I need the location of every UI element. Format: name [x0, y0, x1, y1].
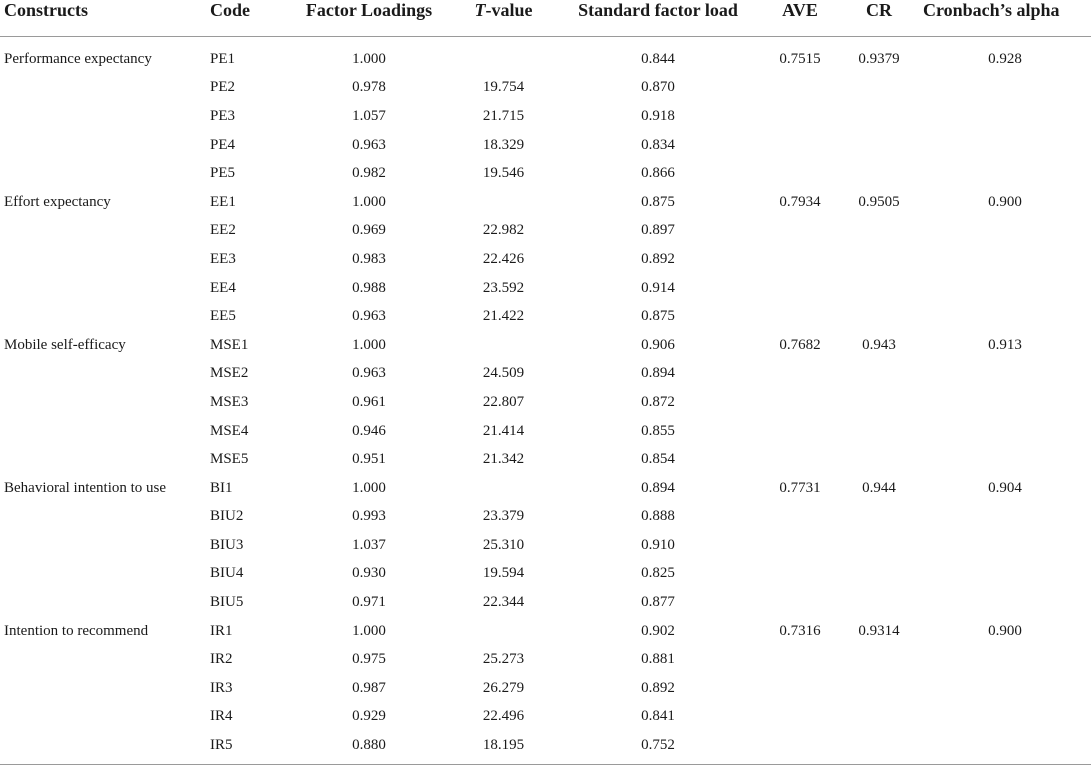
cell-cr: 0.9505	[858, 193, 900, 210]
cell-factor-loading: 0.982	[352, 165, 386, 182]
table-row	[0, 188, 1091, 217]
cell-standard-factor-load: 0.875	[641, 308, 675, 325]
cell-standard-factor-load: 0.914	[641, 279, 675, 296]
cell-t-value: 21.422	[482, 308, 525, 325]
cell-standard-factor-load: 0.881	[641, 651, 675, 668]
cell-t-value: 21.342	[482, 451, 525, 468]
cell-construct	[0, 445, 198, 474]
cell-cr	[839, 102, 919, 131]
cell-code: MSE4	[210, 422, 249, 439]
cell-cr	[839, 445, 919, 474]
table-row	[0, 331, 1091, 360]
cell-factor-loading: 0.961	[352, 393, 386, 410]
cell-t-value: 18.329	[482, 136, 525, 153]
cell-factor-loading: 0.930	[352, 565, 386, 582]
cell-code: MSE1	[210, 336, 249, 353]
cell-code: IR3	[210, 679, 233, 696]
cell-standard-factor-load: 0.894	[641, 365, 675, 382]
cell-code: PE5	[210, 165, 236, 182]
table-row	[0, 302, 1091, 331]
cell-cr	[839, 131, 919, 160]
cell-t-value: 26.279	[482, 679, 525, 696]
cell-t-value: 21.715	[482, 107, 525, 124]
cell-standard-factor-load: 0.888	[641, 508, 675, 525]
cell-t-value	[452, 37, 555, 74]
cell-t-value: 25.310	[482, 536, 525, 553]
cell-cronbach-alpha	[919, 302, 1091, 331]
cell-t-value: 22.426	[482, 250, 525, 267]
cell-ave	[761, 503, 839, 532]
cell-t-value	[452, 474, 555, 503]
cell-code: EE1	[210, 193, 236, 210]
cell-construct	[0, 388, 198, 417]
cell-code: PE3	[210, 107, 236, 124]
cell-cr	[839, 531, 919, 560]
table-row	[0, 417, 1091, 446]
cell-construct	[0, 731, 198, 764]
cell-factor-loading: 0.983	[352, 250, 386, 267]
cell-code: MSE2	[210, 365, 249, 382]
cell-t-value: 22.344	[482, 594, 525, 611]
header-ave: AVE	[761, 0, 839, 37]
cell-ave	[761, 360, 839, 389]
cell-cronbach-alpha	[919, 388, 1091, 417]
cell-factor-loading: 0.951	[352, 451, 386, 468]
cell-construct: Intention to recommend	[4, 622, 149, 639]
header-cronbach-alpha: Cronbach’s alpha	[919, 0, 1091, 37]
cell-construct	[0, 531, 198, 560]
header-standard-factor-load: Standard factor load	[555, 0, 761, 37]
cell-construct	[0, 302, 198, 331]
cell-construct: Behavioral intention to use	[4, 479, 167, 496]
cell-cronbach-alpha: 0.913	[988, 336, 1022, 353]
cell-ave	[761, 645, 839, 674]
cell-construct	[0, 245, 198, 274]
cell-t-value	[452, 188, 555, 217]
cell-standard-factor-load: 0.834	[641, 136, 675, 153]
cell-construct: Effort expectancy	[4, 193, 111, 210]
cell-construct	[0, 703, 198, 732]
cell-standard-factor-load: 0.844	[641, 50, 675, 67]
table-row	[0, 360, 1091, 389]
cell-cronbach-alpha: 0.900	[988, 622, 1022, 639]
cell-construct: Mobile self-efficacy	[4, 336, 126, 353]
cell-standard-factor-load: 0.825	[641, 565, 675, 582]
cell-construct	[0, 274, 198, 303]
cell-cr	[839, 274, 919, 303]
cell-code: BIU2	[210, 508, 244, 525]
table-row	[0, 474, 1091, 503]
table-row	[0, 245, 1091, 274]
header-row	[0, 0, 1091, 37]
cell-cronbach-alpha	[919, 274, 1091, 303]
cell-standard-factor-load: 0.892	[641, 250, 675, 267]
cell-cr	[839, 703, 919, 732]
cell-construct	[0, 74, 198, 103]
cell-ave	[761, 674, 839, 703]
cell-factor-loading: 0.975	[352, 651, 386, 668]
cell-t-value: 21.414	[482, 422, 525, 439]
cell-cronbach-alpha	[919, 245, 1091, 274]
cell-code: EE4	[210, 279, 236, 296]
cell-factor-loading: 0.988	[352, 279, 386, 296]
cell-standard-factor-load: 0.902	[641, 622, 675, 639]
cell-standard-factor-load: 0.854	[641, 451, 675, 468]
cell-t-value: 22.807	[482, 393, 525, 410]
cell-construct	[0, 503, 198, 532]
cell-cronbach-alpha	[919, 645, 1091, 674]
cell-code: EE5	[210, 308, 236, 325]
cell-t-value: 24.509	[482, 365, 525, 382]
cell-cronbach-alpha	[919, 503, 1091, 532]
cell-ave	[761, 731, 839, 764]
cell-cronbach-alpha: 0.904	[988, 479, 1022, 496]
table-row	[0, 588, 1091, 617]
cell-ave	[761, 302, 839, 331]
table-row	[0, 445, 1091, 474]
table-row	[0, 388, 1091, 417]
cell-construct	[0, 131, 198, 160]
cell-code: BIU5	[210, 594, 244, 611]
table-row	[0, 560, 1091, 589]
cell-cr	[839, 245, 919, 274]
cell-cronbach-alpha	[919, 445, 1091, 474]
cell-t-value	[452, 331, 555, 360]
cell-construct	[0, 159, 198, 188]
cell-standard-factor-load: 0.918	[641, 107, 675, 124]
cell-cr	[839, 217, 919, 246]
header-factor-loadings: Factor Loadings	[286, 0, 452, 37]
cell-ave	[761, 417, 839, 446]
cell-construct	[0, 102, 198, 131]
cell-cr	[839, 503, 919, 532]
table-row	[0, 617, 1091, 646]
cell-t-value: 22.496	[482, 708, 525, 725]
cell-code: EE3	[210, 250, 236, 267]
cell-factor-loading: 1.000	[352, 479, 386, 496]
cell-factor-loading: 0.987	[352, 679, 386, 696]
header-cr: CR	[839, 0, 919, 37]
table-body	[0, 37, 1091, 765]
cell-ave: 0.7934	[779, 193, 821, 210]
cell-factor-loading: 0.929	[352, 708, 386, 725]
cell-factor-loading: 0.963	[352, 136, 386, 153]
table-row	[0, 645, 1091, 674]
table-row	[0, 703, 1091, 732]
table-row	[0, 503, 1091, 532]
table-row	[0, 217, 1091, 246]
cell-cr	[839, 74, 919, 103]
cell-t-value: 23.379	[482, 508, 525, 525]
cell-construct	[0, 560, 198, 589]
cell-cr	[839, 360, 919, 389]
cell-factor-loading: 1.000	[352, 622, 386, 639]
cell-standard-factor-load: 0.910	[641, 536, 675, 553]
cell-code: BIU4	[210, 565, 244, 582]
cell-standard-factor-load: 0.841	[641, 708, 675, 725]
cell-code: PE1	[210, 50, 236, 67]
cell-cronbach-alpha	[919, 102, 1091, 131]
cell-ave	[761, 560, 839, 589]
cell-code: PE4	[210, 136, 236, 153]
cell-cronbach-alpha	[919, 588, 1091, 617]
cell-ave	[761, 531, 839, 560]
cell-ave: 0.7682	[779, 336, 821, 353]
cell-standard-factor-load: 0.875	[641, 193, 675, 210]
table-row	[0, 731, 1091, 764]
cell-construct	[0, 417, 198, 446]
cell-t-value: 19.594	[482, 565, 525, 582]
cell-factor-loading: 0.946	[352, 422, 386, 439]
table-row	[0, 531, 1091, 560]
cell-cronbach-alpha	[919, 417, 1091, 446]
cell-cr: 0.9314	[858, 622, 900, 639]
cell-cronbach-alpha	[919, 560, 1091, 589]
cell-cr	[839, 674, 919, 703]
cell-construct	[0, 645, 198, 674]
cell-t-value: 19.754	[482, 79, 525, 96]
cell-factor-loading: 0.880	[286, 731, 452, 764]
cell-code: IR2	[210, 651, 233, 668]
cell-ave	[761, 102, 839, 131]
cell-ave	[761, 388, 839, 417]
cell-cronbach-alpha	[919, 703, 1091, 732]
header-t-value-suffix: -value	[485, 0, 533, 20]
cell-cr	[839, 731, 919, 764]
cell-cronbach-alpha	[919, 159, 1091, 188]
cell-factor-loading: 1.037	[352, 536, 386, 553]
table-row	[0, 274, 1091, 303]
cell-factor-loading: 0.963	[352, 365, 386, 382]
cell-cronbach-alpha	[919, 731, 1091, 764]
table-row	[0, 102, 1091, 131]
header-constructs: Constructs	[0, 0, 198, 37]
cell-code: MSE3	[210, 393, 249, 410]
cell-construct: Performance expectancy	[4, 50, 152, 67]
cell-cr	[839, 388, 919, 417]
cell-cronbach-alpha	[919, 674, 1091, 703]
cell-construct	[0, 217, 198, 246]
cell-t-value	[452, 617, 555, 646]
cell-cr: 0.9379	[858, 50, 900, 67]
cell-ave	[761, 274, 839, 303]
cell-factor-loading: 0.971	[352, 594, 386, 611]
cell-t-value: 18.195	[452, 731, 555, 764]
cell-ave	[761, 703, 839, 732]
cell-ave: 0.7316	[779, 622, 821, 639]
cell-factor-loading: 1.000	[352, 336, 386, 353]
cell-factor-loading: 0.969	[352, 222, 386, 239]
table-row	[0, 131, 1091, 160]
cell-cr	[839, 645, 919, 674]
cell-t-value: 22.982	[482, 222, 525, 239]
cell-cr	[839, 560, 919, 589]
cell-standard-factor-load: 0.892	[641, 679, 675, 696]
cell-cr	[839, 417, 919, 446]
table-row	[0, 37, 1091, 74]
cell-code: MSE5	[210, 451, 249, 468]
cell-ave	[761, 74, 839, 103]
table-row	[0, 674, 1091, 703]
header-t-value-italic: T	[474, 0, 486, 20]
table-row	[0, 159, 1091, 188]
cell-factor-loading: 1.057	[352, 107, 386, 124]
cell-code: IR5	[198, 731, 286, 764]
cell-ave	[761, 131, 839, 160]
cell-standard-factor-load: 0.872	[641, 393, 675, 410]
cell-standard-factor-load: 0.906	[641, 336, 675, 353]
cell-code: IR1	[210, 622, 233, 639]
cell-cronbach-alpha: 0.928	[988, 50, 1022, 67]
cell-cronbach-alpha	[919, 217, 1091, 246]
cell-cronbach-alpha: 0.900	[988, 193, 1022, 210]
cell-factor-loading: 1.000	[352, 193, 386, 210]
cell-cr: 0.943	[862, 336, 896, 353]
cell-construct	[0, 588, 198, 617]
cell-code: PE2	[210, 79, 236, 96]
cell-t-value: 23.592	[482, 279, 525, 296]
header-code: Code	[198, 0, 286, 37]
cell-cr: 0.944	[862, 479, 896, 496]
cell-factor-loading: 0.963	[352, 308, 386, 325]
cell-code: BIU3	[210, 536, 244, 553]
cell-ave	[761, 159, 839, 188]
cell-standard-factor-load: 0.897	[641, 222, 675, 239]
cell-factor-loading: 1.000	[352, 50, 386, 67]
cell-cr	[839, 588, 919, 617]
cell-standard-factor-load: 0.866	[641, 165, 675, 182]
table-header	[0, 0, 1091, 37]
cell-standard-factor-load: 0.870	[641, 79, 675, 96]
cell-code: IR4	[210, 708, 233, 725]
cell-ave: 0.7515	[779, 50, 821, 67]
cell-ave	[761, 588, 839, 617]
cell-standard-factor-load: 0.752	[555, 731, 761, 764]
cell-cronbach-alpha	[919, 531, 1091, 560]
cell-ave	[761, 245, 839, 274]
cell-standard-factor-load: 0.855	[641, 422, 675, 439]
cell-standard-factor-load: 0.894	[641, 479, 675, 496]
cell-t-value: 19.546	[482, 165, 525, 182]
cell-t-value: 25.273	[482, 651, 525, 668]
cell-cronbach-alpha	[919, 131, 1091, 160]
cell-cr	[839, 159, 919, 188]
header-t-value	[452, 0, 555, 37]
cell-cronbach-alpha	[919, 74, 1091, 103]
cell-cronbach-alpha	[919, 360, 1091, 389]
cell-factor-loading: 0.993	[352, 508, 386, 525]
cell-code: BI1	[210, 479, 233, 496]
cell-code: EE2	[210, 222, 236, 239]
cell-factor-loading: 0.978	[352, 79, 386, 96]
cell-cr	[839, 302, 919, 331]
cell-construct	[0, 674, 198, 703]
cell-ave: 0.7731	[779, 479, 821, 496]
cell-ave	[761, 445, 839, 474]
cell-construct	[0, 360, 198, 389]
cell-ave	[761, 217, 839, 246]
cell-standard-factor-load: 0.877	[641, 594, 675, 611]
table-row	[0, 74, 1091, 103]
